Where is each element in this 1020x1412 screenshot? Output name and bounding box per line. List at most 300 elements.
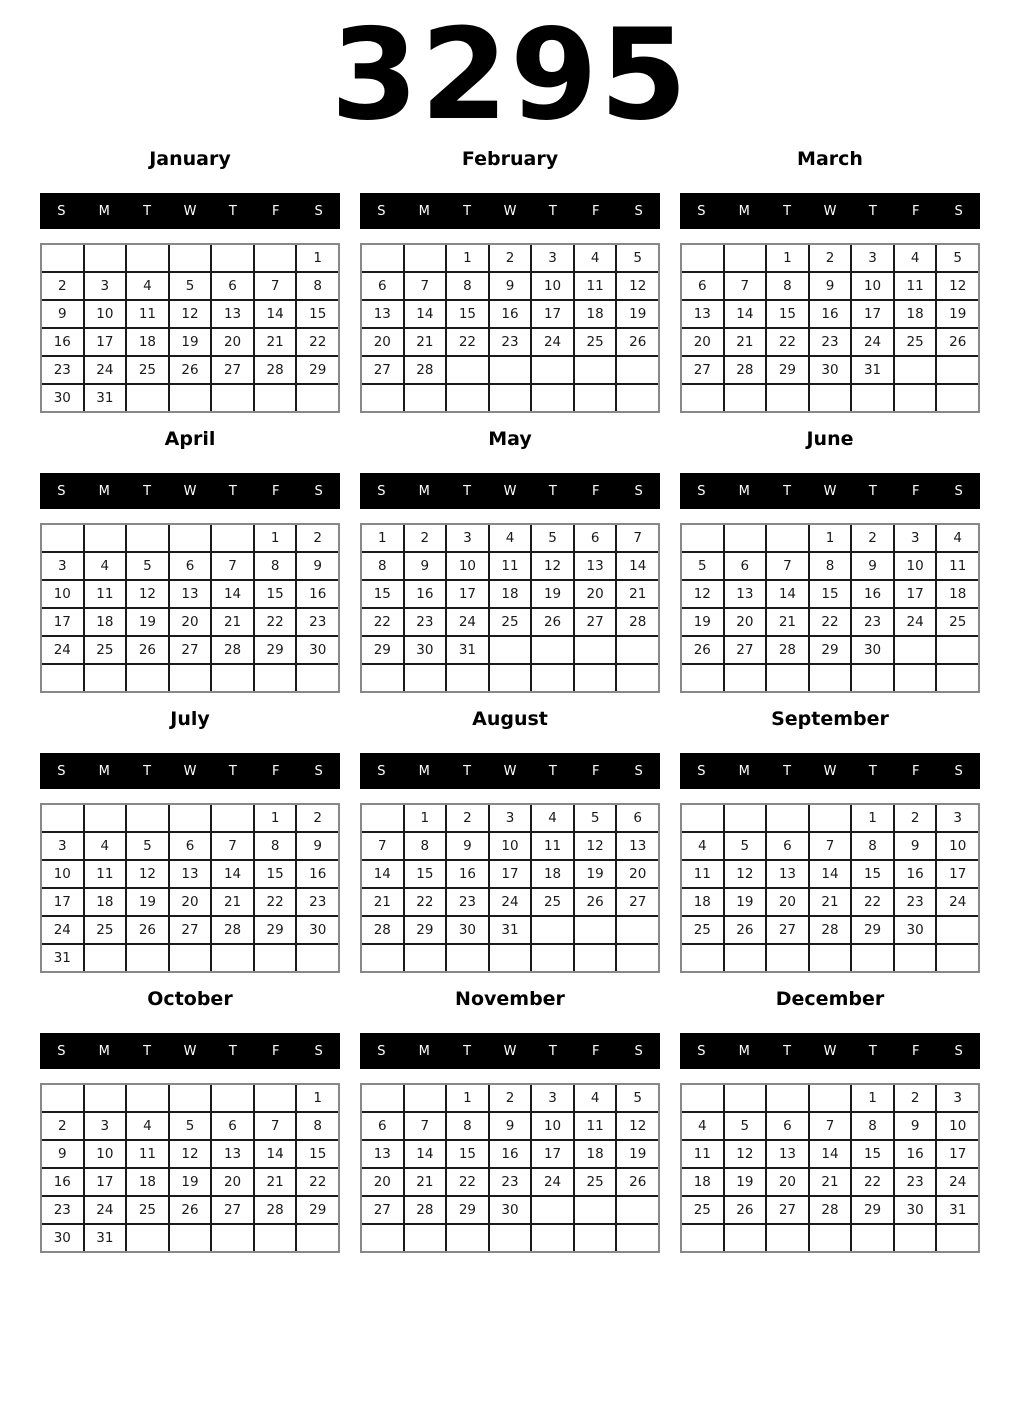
day-cell: 25 [85, 637, 126, 663]
day-cell: 4 [937, 525, 978, 551]
weekday-letter: T [463, 203, 472, 219]
day-cell: 14 [405, 1141, 446, 1167]
weekday-letter: F [911, 203, 920, 219]
weekday-letter: F [591, 763, 600, 779]
weekday-letter: W [183, 203, 197, 219]
day-cell: 16 [895, 1141, 936, 1167]
day-cell: 16 [490, 1141, 531, 1167]
day-cell: 3 [490, 805, 531, 831]
empty-cell [255, 665, 296, 691]
weekday-letter: T [463, 1043, 472, 1059]
weekday-letter: S [314, 763, 323, 779]
day-cell: 18 [490, 581, 531, 607]
empty-cell [852, 385, 893, 411]
empty-cell [810, 1085, 851, 1111]
day-cell: 9 [42, 1141, 83, 1167]
day-cell: 27 [170, 637, 211, 663]
month-title: November [455, 988, 565, 1010]
day-cell: 11 [127, 301, 168, 327]
day-cell: 22 [297, 329, 338, 355]
day-cell: 24 [85, 1197, 126, 1223]
empty-cell [212, 665, 253, 691]
day-cell: 4 [127, 1113, 168, 1139]
weekday-letter: T [548, 763, 557, 779]
day-cell: 8 [405, 833, 446, 859]
weekday-letter: S [697, 483, 706, 499]
day-cell: 17 [532, 1141, 573, 1167]
day-cell: 15 [447, 301, 488, 327]
weekday-letter: S [954, 763, 963, 779]
day-cell: 27 [212, 1197, 253, 1223]
day-cell: 9 [297, 833, 338, 859]
day-cell: 31 [85, 385, 126, 411]
day-cell: 6 [212, 1113, 253, 1139]
weekday-letter: M [418, 1043, 430, 1059]
day-cell: 21 [212, 609, 253, 635]
empty-cell [682, 1225, 723, 1251]
empty-cell [575, 1225, 616, 1251]
day-cell: 6 [170, 833, 211, 859]
day-cell: 7 [725, 273, 766, 299]
day-cell: 6 [575, 525, 616, 551]
day-cell: 15 [767, 301, 808, 327]
empty-cell [212, 805, 253, 831]
day-cell: 20 [575, 581, 616, 607]
day-cell: 7 [767, 553, 808, 579]
month-title: June [806, 428, 854, 450]
empty-cell [532, 1197, 573, 1223]
weekday-letter: T [228, 203, 237, 219]
empty-cell [617, 917, 658, 943]
day-cell: 27 [617, 889, 658, 915]
day-cell: 19 [617, 301, 658, 327]
day-cell: 1 [405, 805, 446, 831]
day-cell: 8 [297, 1113, 338, 1139]
empty-cell [447, 385, 488, 411]
day-cell: 31 [490, 917, 531, 943]
day-cell: 28 [362, 917, 403, 943]
day-cell: 27 [212, 357, 253, 383]
day-cell: 23 [447, 889, 488, 915]
day-cell: 29 [810, 637, 851, 663]
day-cell: 1 [255, 525, 296, 551]
empty-cell [895, 665, 936, 691]
empty-cell [42, 525, 83, 551]
day-cell: 24 [42, 917, 83, 943]
weekday-letter: M [98, 1043, 110, 1059]
day-cell: 10 [42, 861, 83, 887]
day-cell: 18 [532, 861, 573, 887]
weekday-letter: S [314, 483, 323, 499]
year-title: 3295 [330, 1, 690, 148]
day-cell: 10 [532, 273, 573, 299]
empty-cell [532, 665, 573, 691]
day-cell: 11 [937, 553, 978, 579]
day-cell: 18 [127, 1169, 168, 1195]
day-cell: 23 [297, 609, 338, 635]
day-cell: 5 [682, 553, 723, 579]
day-cell: 6 [170, 553, 211, 579]
weekday-letter: S [57, 203, 66, 219]
day-cell: 2 [490, 1085, 531, 1111]
day-cell: 7 [405, 273, 446, 299]
day-cell: 8 [767, 273, 808, 299]
day-cell: 26 [937, 329, 978, 355]
day-cell: 20 [617, 861, 658, 887]
day-cell: 21 [810, 1169, 851, 1195]
day-cell: 10 [937, 1113, 978, 1139]
day-cell: 12 [532, 553, 573, 579]
month-title: August [472, 708, 548, 730]
day-cell: 20 [362, 329, 403, 355]
day-cell: 23 [490, 329, 531, 355]
day-cell: 7 [212, 553, 253, 579]
weekday-letter: T [783, 483, 792, 499]
day-cell: 15 [297, 301, 338, 327]
day-cell: 29 [447, 1197, 488, 1223]
day-cell: 14 [725, 301, 766, 327]
day-cell: 28 [810, 1197, 851, 1223]
weekday-letter: F [911, 483, 920, 499]
empty-cell [617, 1197, 658, 1223]
empty-cell [767, 1225, 808, 1251]
day-cell: 30 [490, 1197, 531, 1223]
weekday-letter: T [463, 483, 472, 499]
day-cell: 5 [617, 1085, 658, 1111]
weekday-letter: M [738, 763, 750, 779]
day-cell: 5 [532, 525, 573, 551]
day-cell: 15 [405, 861, 446, 887]
empty-cell [405, 665, 446, 691]
day-cell: 8 [255, 833, 296, 859]
day-cell: 18 [682, 889, 723, 915]
weekday-header-bar [680, 473, 980, 509]
empty-cell [895, 1225, 936, 1251]
day-cell: 28 [767, 637, 808, 663]
day-cell: 19 [532, 581, 573, 607]
empty-cell [170, 525, 211, 551]
weekday-letter: T [783, 203, 792, 219]
empty-cell [362, 245, 403, 271]
calendar-grid [360, 803, 660, 973]
calendar-grid [680, 1083, 980, 1253]
empty-cell [852, 665, 893, 691]
weekday-letter: T [143, 1043, 152, 1059]
empty-cell [575, 917, 616, 943]
empty-cell [127, 385, 168, 411]
day-cell: 10 [852, 273, 893, 299]
day-cell: 17 [42, 889, 83, 915]
day-cell: 15 [852, 861, 893, 887]
weekday-letter: W [823, 203, 837, 219]
day-cell: 8 [852, 1113, 893, 1139]
empty-cell [85, 665, 126, 691]
empty-cell [617, 637, 658, 663]
day-cell: 3 [532, 245, 573, 271]
empty-cell [682, 945, 723, 971]
day-cell: 24 [85, 357, 126, 383]
empty-cell [937, 917, 978, 943]
day-cell: 22 [852, 889, 893, 915]
empty-cell [532, 945, 573, 971]
day-cell: 19 [127, 609, 168, 635]
empty-cell [127, 665, 168, 691]
weekday-letter: T [228, 483, 237, 499]
day-cell: 30 [297, 637, 338, 663]
day-cell: 9 [42, 301, 83, 327]
empty-cell [725, 945, 766, 971]
empty-cell [447, 945, 488, 971]
weekday-letter: S [314, 1043, 323, 1059]
empty-cell [212, 945, 253, 971]
day-cell: 8 [362, 553, 403, 579]
day-cell: 1 [810, 525, 851, 551]
day-cell: 7 [255, 273, 296, 299]
day-cell: 26 [575, 889, 616, 915]
day-cell: 18 [127, 329, 168, 355]
day-cell: 8 [447, 273, 488, 299]
day-cell: 11 [682, 861, 723, 887]
empty-cell [682, 525, 723, 551]
day-cell: 4 [85, 553, 126, 579]
day-cell: 12 [127, 581, 168, 607]
day-cell: 14 [255, 1141, 296, 1167]
empty-cell [532, 917, 573, 943]
day-cell: 13 [767, 1141, 808, 1167]
weekday-letter: S [954, 1043, 963, 1059]
day-cell: 20 [767, 889, 808, 915]
weekday-letter: T [868, 203, 877, 219]
day-cell: 5 [725, 1113, 766, 1139]
empty-cell [725, 525, 766, 551]
day-cell: 17 [852, 301, 893, 327]
day-cell: 21 [255, 329, 296, 355]
empty-cell [490, 385, 531, 411]
day-cell: 2 [447, 805, 488, 831]
day-cell: 26 [170, 1197, 211, 1223]
day-cell: 13 [682, 301, 723, 327]
day-cell: 26 [725, 1197, 766, 1223]
day-cell: 17 [490, 861, 531, 887]
day-cell: 18 [575, 301, 616, 327]
weekday-letter: W [183, 483, 197, 499]
empty-cell [682, 665, 723, 691]
empty-cell [767, 525, 808, 551]
day-cell: 22 [255, 609, 296, 635]
day-cell: 15 [810, 581, 851, 607]
day-cell: 3 [937, 1085, 978, 1111]
day-cell: 24 [42, 637, 83, 663]
weekday-letter: T [228, 1043, 237, 1059]
calendar-grid [680, 803, 980, 973]
day-cell: 11 [85, 861, 126, 887]
day-cell: 8 [852, 833, 893, 859]
weekday-letter: S [314, 203, 323, 219]
empty-cell [42, 1085, 83, 1111]
day-cell: 2 [810, 245, 851, 271]
day-cell: 2 [297, 805, 338, 831]
day-cell: 31 [447, 637, 488, 663]
day-cell: 1 [852, 1085, 893, 1111]
day-cell: 8 [447, 1113, 488, 1139]
day-cell: 22 [852, 1169, 893, 1195]
day-cell: 24 [937, 1169, 978, 1195]
empty-cell [42, 805, 83, 831]
empty-cell [937, 637, 978, 663]
day-cell: 20 [170, 609, 211, 635]
day-cell: 21 [212, 889, 253, 915]
day-cell: 20 [170, 889, 211, 915]
day-cell: 25 [682, 917, 723, 943]
day-cell: 15 [362, 581, 403, 607]
day-cell: 21 [405, 1169, 446, 1195]
day-cell: 14 [617, 553, 658, 579]
day-cell: 19 [170, 329, 211, 355]
weekday-letter: S [377, 203, 386, 219]
month-block [680, 426, 980, 693]
empty-cell [575, 665, 616, 691]
empty-cell [682, 1085, 723, 1111]
empty-cell [127, 245, 168, 271]
day-cell: 15 [447, 1141, 488, 1167]
day-cell: 5 [170, 1113, 211, 1139]
day-cell: 19 [127, 889, 168, 915]
day-cell: 29 [255, 917, 296, 943]
day-cell: 21 [405, 329, 446, 355]
day-cell: 13 [170, 581, 211, 607]
weekday-letter: F [271, 203, 280, 219]
empty-cell [617, 665, 658, 691]
day-cell: 10 [937, 833, 978, 859]
weekday-letter: S [697, 1043, 706, 1059]
day-cell: 25 [937, 609, 978, 635]
empty-cell [490, 1225, 531, 1251]
empty-cell [255, 385, 296, 411]
day-cell: 23 [810, 329, 851, 355]
day-cell: 10 [895, 553, 936, 579]
empty-cell [725, 385, 766, 411]
day-cell: 6 [767, 1113, 808, 1139]
empty-cell [810, 1225, 851, 1251]
day-cell: 28 [255, 357, 296, 383]
day-cell: 2 [895, 805, 936, 831]
day-cell: 12 [725, 1141, 766, 1167]
day-cell: 16 [42, 329, 83, 355]
empty-cell [725, 805, 766, 831]
weekday-letter: T [783, 763, 792, 779]
empty-cell [725, 1225, 766, 1251]
day-cell: 29 [362, 637, 403, 663]
day-cell: 3 [42, 833, 83, 859]
empty-cell [937, 665, 978, 691]
month-title: December [775, 988, 885, 1010]
day-cell: 16 [405, 581, 446, 607]
day-cell: 24 [447, 609, 488, 635]
empty-cell [725, 665, 766, 691]
empty-cell [297, 1225, 338, 1251]
weekday-letter: W [183, 763, 197, 779]
empty-cell [682, 245, 723, 271]
weekday-letter: S [377, 763, 386, 779]
day-cell: 4 [682, 833, 723, 859]
day-cell: 10 [42, 581, 83, 607]
day-cell: 21 [255, 1169, 296, 1195]
day-cell: 6 [362, 273, 403, 299]
empty-cell [532, 357, 573, 383]
day-cell: 16 [810, 301, 851, 327]
weekday-letter: T [463, 763, 472, 779]
empty-cell [170, 665, 211, 691]
day-cell: 30 [810, 357, 851, 383]
day-cell: 31 [937, 1197, 978, 1223]
month-block [40, 986, 340, 1253]
weekday-letter: S [954, 483, 963, 499]
day-cell: 27 [725, 637, 766, 663]
day-cell: 17 [895, 581, 936, 607]
day-cell: 5 [617, 245, 658, 271]
month-block [360, 146, 660, 413]
day-cell: 6 [362, 1113, 403, 1139]
empty-cell [405, 1225, 446, 1251]
day-cell: 1 [297, 245, 338, 271]
empty-cell [810, 665, 851, 691]
day-cell: 10 [85, 1141, 126, 1167]
day-cell: 4 [682, 1113, 723, 1139]
day-cell: 12 [682, 581, 723, 607]
weekday-letter: M [418, 763, 430, 779]
day-cell: 13 [170, 861, 211, 887]
weekday-letter: M [738, 483, 750, 499]
day-cell: 7 [810, 1113, 851, 1139]
empty-cell [490, 665, 531, 691]
empty-cell [447, 1225, 488, 1251]
weekday-letter: W [823, 1043, 837, 1059]
day-cell: 16 [447, 861, 488, 887]
empty-cell [170, 245, 211, 271]
empty-cell [85, 805, 126, 831]
day-cell: 19 [725, 889, 766, 915]
day-cell: 8 [810, 553, 851, 579]
day-cell: 2 [490, 245, 531, 271]
empty-cell [42, 665, 83, 691]
day-cell: 4 [85, 833, 126, 859]
day-cell: 14 [212, 581, 253, 607]
day-cell: 23 [490, 1169, 531, 1195]
day-cell: 20 [682, 329, 723, 355]
day-cell: 12 [575, 833, 616, 859]
day-cell: 2 [852, 525, 893, 551]
day-cell: 3 [852, 245, 893, 271]
day-cell: 30 [895, 1197, 936, 1223]
empty-cell [362, 1085, 403, 1111]
empty-cell [447, 665, 488, 691]
weekday-letter: F [591, 483, 600, 499]
month-block [360, 986, 660, 1253]
day-cell: 12 [725, 861, 766, 887]
weekday-letter: S [634, 483, 643, 499]
empty-cell [212, 245, 253, 271]
empty-cell [212, 1225, 253, 1251]
day-cell: 17 [447, 581, 488, 607]
empty-cell [725, 1085, 766, 1111]
empty-cell [937, 945, 978, 971]
weekday-letter: F [271, 1043, 280, 1059]
empty-cell [212, 525, 253, 551]
day-cell: 21 [810, 889, 851, 915]
weekday-letter: S [954, 203, 963, 219]
day-cell: 9 [490, 1113, 531, 1139]
calendar-grid [360, 243, 660, 413]
